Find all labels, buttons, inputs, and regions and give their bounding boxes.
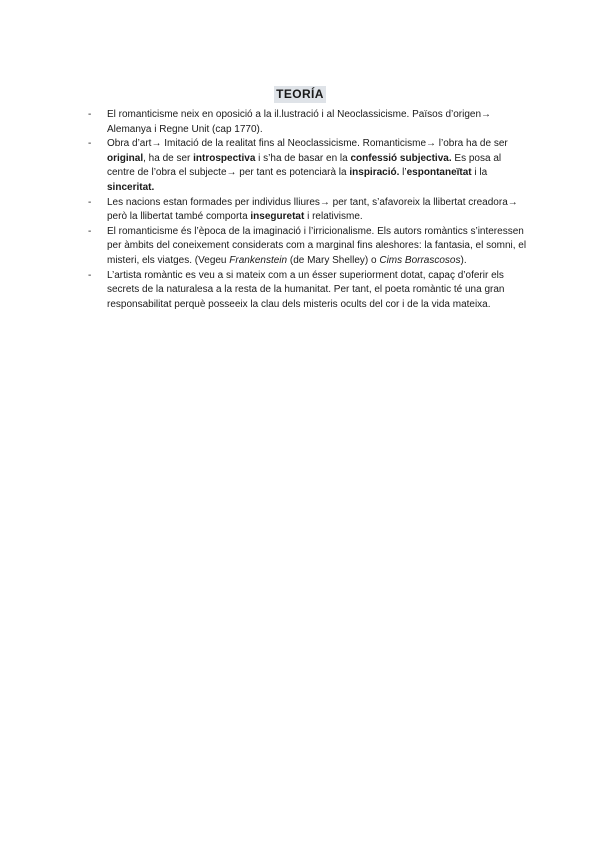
bold-term: original: [107, 152, 144, 164]
text-segment: El romanticisme és l’època de la imaginació i l’irricionalisme. Els autors romàntics s’interessen per àmbits del coneixement considerats com a marginal fins aleshores: la fantasia, el somni, el misteri, els viatges. (Vegeu: [107, 225, 527, 266]
text-segment: i la: [471, 167, 488, 179]
text-segment: (de Mary Shelley) o: [287, 254, 380, 266]
theory-list: [88, 108, 528, 312]
bold-term: espontaneïtat: [406, 167, 472, 179]
book-title: Frankenstein: [229, 254, 288, 266]
bold-term: sinceritat.: [107, 181, 155, 193]
text-segment: i relativisme.: [304, 211, 363, 223]
theory-list-item: [88, 269, 528, 313]
text-segment: Es posa al centre de l’obra el subjecte→ per tant es potenciarà la: [107, 152, 502, 179]
bullet-dash: -: [88, 196, 92, 208]
text-segment: l’: [399, 167, 407, 179]
page-title: TEORÍA: [276, 87, 324, 101]
bullet-dash: -: [88, 225, 92, 237]
text-segment: ).: [460, 254, 467, 266]
theory-list-item: [88, 196, 528, 225]
bullet-dash: -: [88, 138, 92, 150]
text-segment: Obra d’art→ Imitació de la realitat fins al Neoclassicisme. Romanticisme→ l’obra ha de ser: [107, 138, 508, 150]
theory-list-item: [88, 137, 528, 195]
bold-term: introspectiva: [193, 152, 256, 164]
bullet-dash: -: [88, 109, 92, 120]
item-text: [107, 138, 508, 193]
text-segment: El romanticisme neix en oposició a la il.lustració i al Neoclassicisme. Països d’origen→ Alemanya i Regne Unit (cap 1770).: [107, 109, 492, 135]
text-segment: , ha de ser: [143, 152, 194, 164]
item-text: [107, 270, 504, 310]
theory-list-item: [88, 108, 528, 137]
title-container: [0, 85, 600, 103]
item-text: [107, 197, 518, 223]
book-title: Cims Borrascosos: [379, 254, 461, 266]
text-segment: Les nacions estan formades per individus lliures→ per tant, s’afavoreix la llibertat creadora→ però la llibertat també comporta: [107, 196, 518, 223]
item-text: [107, 109, 491, 135]
bold-term: inspiració.: [349, 167, 400, 179]
item-text: [107, 226, 526, 266]
text-segment: L’artista romàntic es veu a si mateix com a un ésser superiorment dotat, capaç d’oferir els secrets de la naturalesa a la resta de la humanitat. Per tant, el poeta romàntic té una gran responsabilitat perquè posseeix la clau dels misteris ocults del cor i de la vida mateixa.: [107, 269, 505, 310]
bold-term: confessió subjectiva.: [350, 152, 452, 164]
theory-list-item: [88, 225, 528, 269]
text-segment: i s’ha de basar en la: [255, 152, 351, 164]
bold-term: inseguretat: [250, 211, 305, 223]
bullet-dash: -: [88, 269, 92, 281]
